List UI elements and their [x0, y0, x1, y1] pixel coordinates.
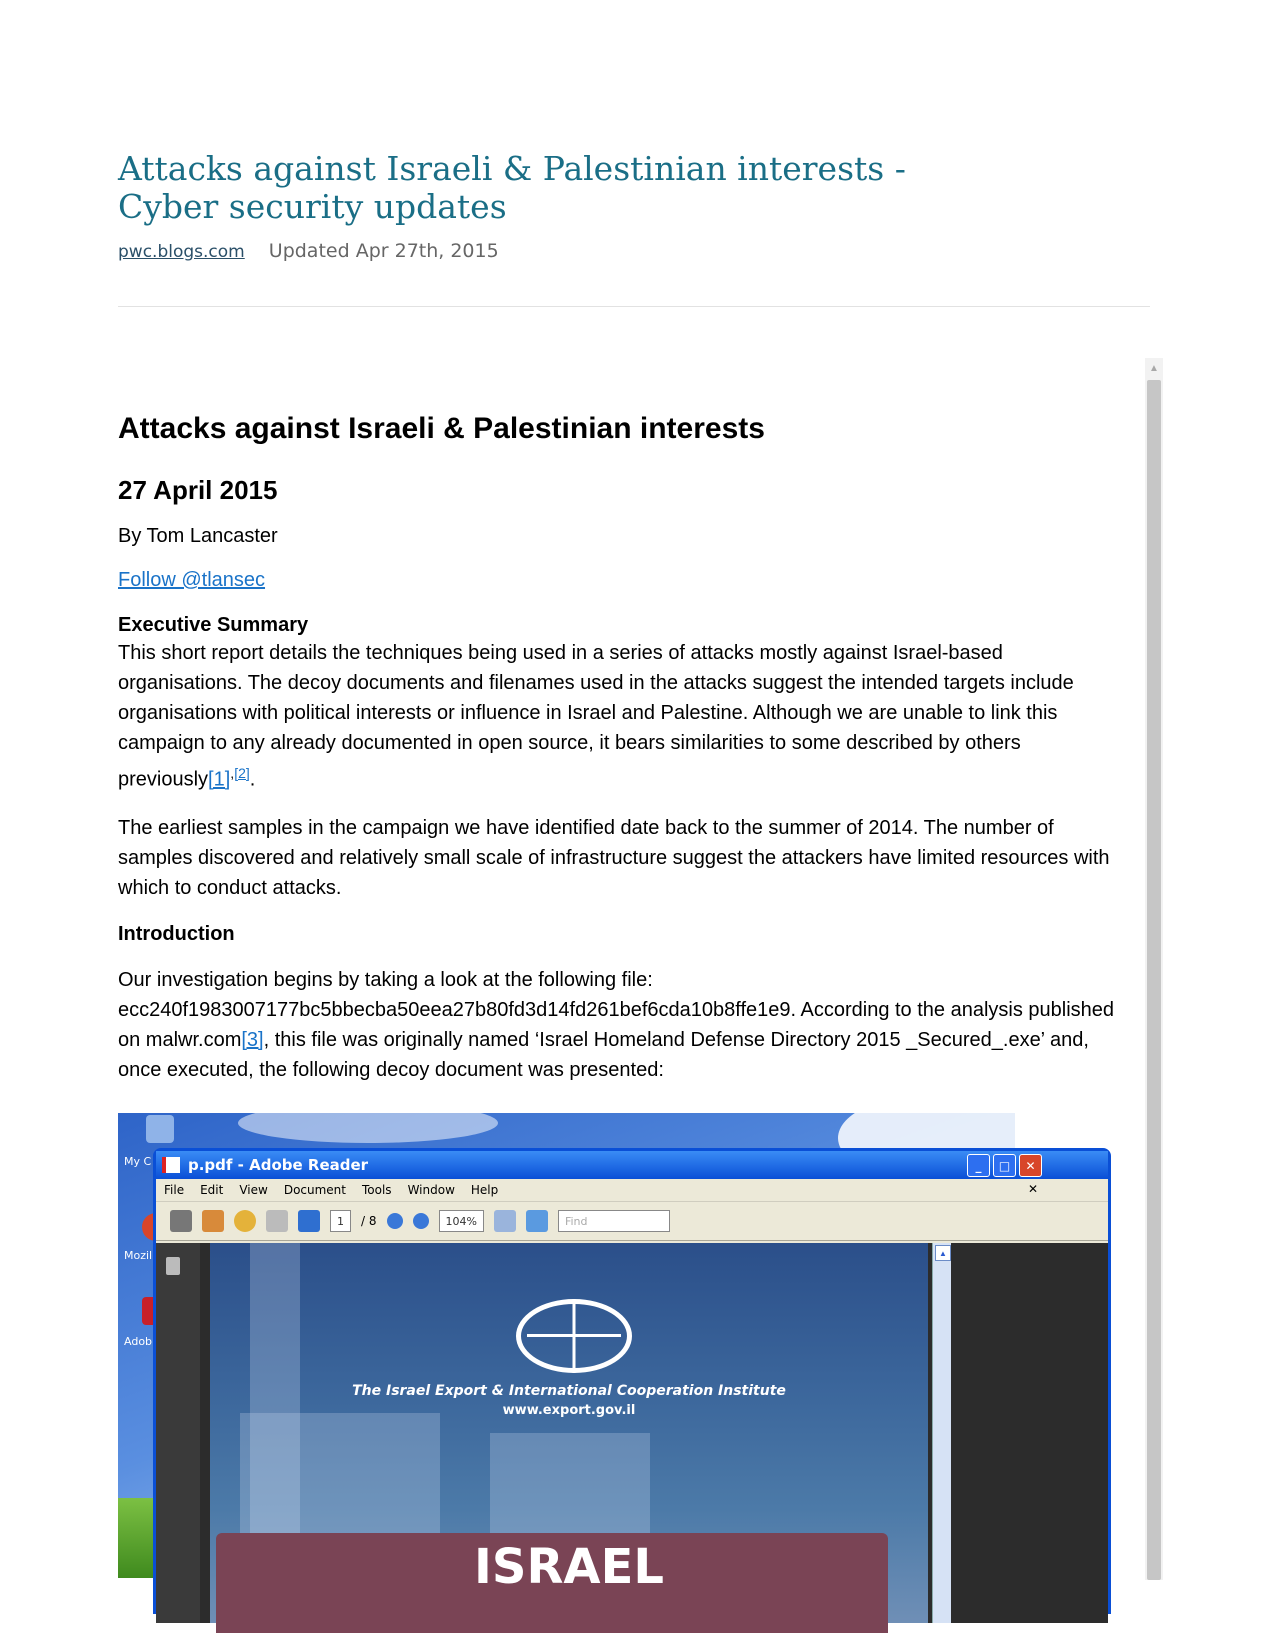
window-titlebar — [156, 1151, 1108, 1179]
pages-icon — [166, 1257, 180, 1275]
menu-tools: Tools — [362, 1183, 392, 1197]
maximize-icon: □ — [993, 1154, 1016, 1177]
updated-date: Updated Apr 27th, 2015 — [268, 240, 499, 262]
zoom-out-icon — [387, 1213, 403, 1229]
divider — [118, 306, 1150, 307]
document-viewer — [156, 1243, 1108, 1623]
article-heading: Attacks against Israeli & Palestinian interests — [118, 412, 765, 445]
collaborate-icon — [234, 1210, 256, 1232]
menu-bar — [156, 1179, 1108, 1201]
banner-text: ISRAEL — [474, 1539, 664, 1595]
navigation-pane — [156, 1243, 200, 1623]
close-document-icon: ✕ — [1027, 1182, 1038, 1196]
window-controls — [967, 1154, 1042, 1177]
menu-edit: Edit — [200, 1183, 224, 1197]
pdf-page — [210, 1243, 928, 1623]
reference-link-1[interactable]: [1] — [208, 768, 231, 791]
introduction-paragraph — [118, 965, 1128, 1085]
exec-summary-text: This short report details the techniques being used in a series of attacks mostly against Israel-based organisations. The decoy documents and filenames used in the attacks suggest the intended targets include organisations with political interests or influence in Israel and Palestine. Although we are unable to link this campaign to any already documented in open source, it bears similarities to some described by others previously — [118, 642, 1074, 791]
source-link[interactable]: pwc.blogs.com — [118, 242, 245, 262]
close-icon: ✕ — [1019, 1154, 1042, 1177]
menu-document: Document — [283, 1183, 346, 1197]
reference-link-3[interactable]: [3] — [241, 1028, 264, 1051]
exec-summary-paragraph-1 — [118, 638, 1128, 795]
menu-file: File — [164, 1183, 185, 1197]
reference-separator: , — [230, 765, 235, 781]
pdf-file-icon — [162, 1157, 180, 1173]
desktop-label: Adob — [124, 1335, 153, 1348]
page-number-field: 1 — [330, 1210, 351, 1232]
article — [118, 410, 1128, 1103]
paragraph-end: . — [249, 768, 256, 791]
byline: By Tom Lancaster — [118, 525, 278, 547]
menu-view: View — [239, 1183, 268, 1197]
minimize-icon: _ — [967, 1154, 990, 1177]
intro-text-end: , this file was originally named ‘Israel Homeland Defense Directory 2015 _Secured_.exe’ and, once executed, the following decoy document was presented: — [118, 1028, 1089, 1081]
page-title: Attacks against Israeli & Palestinian interests - Cyber security updates — [118, 149, 906, 226]
plant-building-shape — [240, 1413, 440, 1543]
find-field: Find — [558, 1210, 670, 1232]
menu-window: Window — [407, 1183, 455, 1197]
exec-summary-paragraph-2: The earliest samples in the campaign we have identified date back to the summer of 2014. The number of samples discovered and relatively small scale of infrastructure suggest the attackers have limited resources with which to conduct attacks. — [118, 816, 1110, 899]
institute-logo-icon — [516, 1299, 632, 1373]
article-date: 27 April 2015 — [118, 475, 278, 505]
zoom-field: 104% — [439, 1210, 484, 1232]
fit-width-icon — [494, 1210, 516, 1232]
institute-url: www.export.gov.il — [502, 1403, 636, 1418]
desktop-label: My C — [124, 1155, 152, 1168]
follow-link[interactable]: Follow @tlansec — [118, 569, 266, 591]
page-meta — [118, 240, 499, 262]
scroll-thumb[interactable] — [1147, 380, 1161, 1580]
next-page-icon — [298, 1210, 320, 1232]
decoy-document-screenshot — [118, 1113, 1038, 1595]
adobe-reader-window — [153, 1148, 1111, 1614]
reference-sup — [230, 765, 249, 781]
cloud-shape — [238, 1103, 498, 1143]
introduction-heading: Introduction — [118, 922, 235, 945]
reader-toolbar — [156, 1201, 1108, 1241]
viewer-scroll-up-icon: ▲ — [935, 1245, 951, 1261]
window-title: p.pdf - Adobe Reader — [188, 1156, 369, 1174]
desktop-label: Mozil — [124, 1249, 153, 1262]
viewer-scrollbar — [932, 1243, 951, 1623]
my-computer-icon — [146, 1115, 174, 1143]
plant-building-shape — [490, 1433, 650, 1543]
scroll-up-arrow-icon[interactable]: ▲ — [1149, 362, 1159, 374]
fit-page-icon — [526, 1210, 548, 1232]
print-icon — [170, 1210, 192, 1232]
zoom-in-icon — [413, 1213, 429, 1229]
reference-link-2[interactable]: [2] — [234, 765, 250, 781]
email-icon — [202, 1210, 224, 1232]
institute-name: The Israel Export & International Cooperation Institute — [352, 1383, 786, 1399]
exec-summary-heading: Executive Summary — [118, 614, 309, 636]
previous-page-icon — [266, 1210, 288, 1232]
menu-help: Help — [470, 1183, 499, 1197]
page-scrollbar[interactable] — [1145, 358, 1163, 1580]
intro-text: Our investigation begins by taking a look at the following file: ecc240f1983007177bc5bbecba50eea27b80fd3d14fd261bef6cda10b8ffe1e9. According to the analysis published on malwr.com — [118, 968, 1115, 1051]
page-total: / 8 — [361, 1214, 377, 1228]
